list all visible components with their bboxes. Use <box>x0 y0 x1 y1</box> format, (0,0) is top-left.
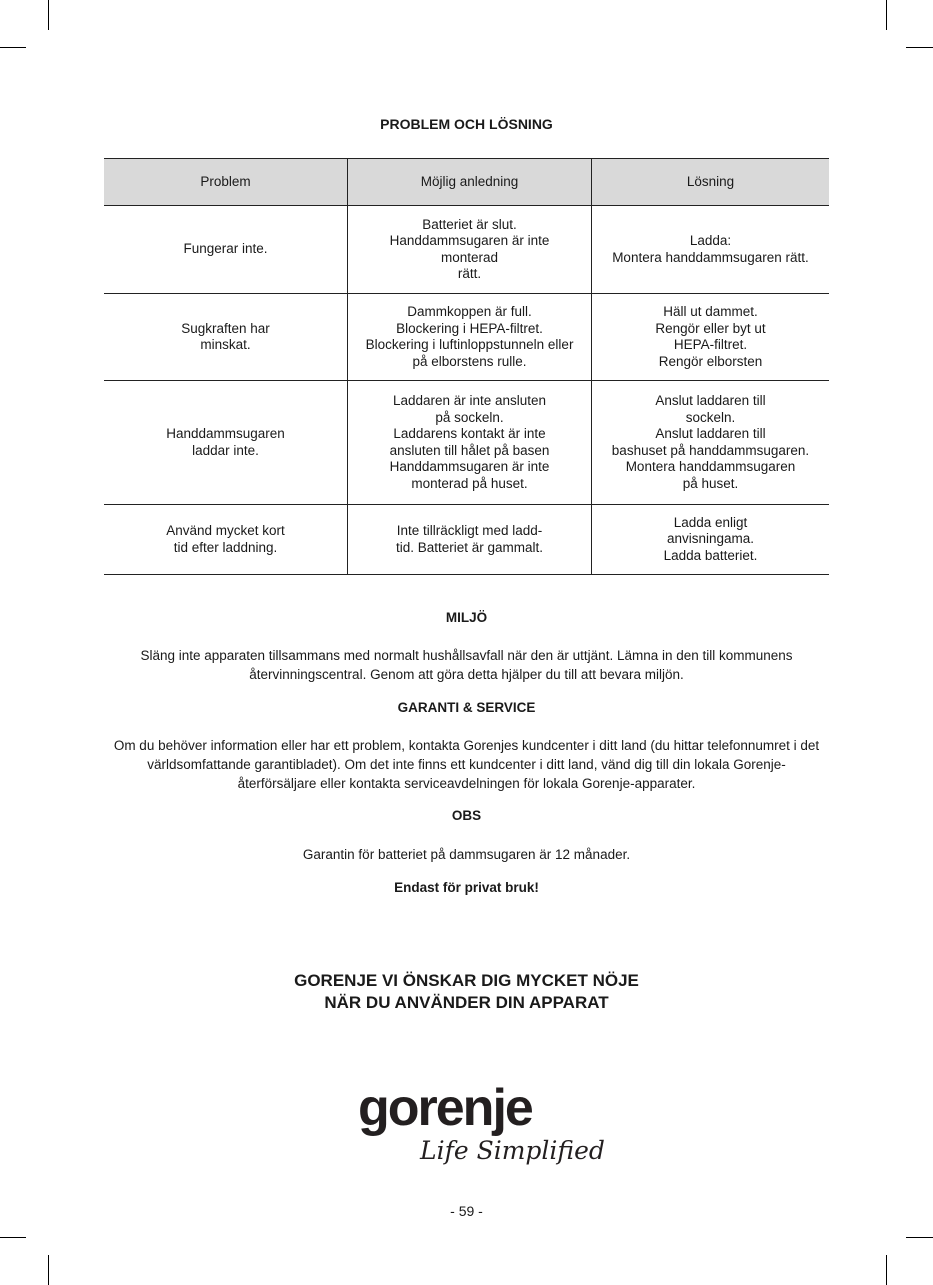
table-row <box>104 381 829 505</box>
solution-cell: Häll ut dammet. Rengör eller byt ut HEPA-filtret. Rengör elborsten <box>592 294 830 381</box>
page-number: - 59 - <box>450 1203 483 1219</box>
page-heading: PROBLEM OCH LÖSNING <box>380 116 553 132</box>
solution-cell: Anslut laddaren till sockeln. Anslut laddaren till bashuset på handdammsugaren. Montera handdammsugaren på huset. <box>592 381 830 505</box>
crop-mark <box>906 1237 933 1238</box>
miljo-text: Släng inte apparaten tillsammans med normalt hushållsavfall när den är uttjänt. Lämna in den till kommunens återvinningscentral. Genom att göra detta hjälper du till att bevara miljön. <box>140 648 793 682</box>
miljo-heading: MILJÖ <box>445 610 488 625</box>
table-header <box>104 159 829 206</box>
cause-cell: Batteriet är slut. Handdammsugaren är inte monterad rätt. <box>348 206 592 294</box>
cause-cell: Inte tillräckligt med ladd- tid. Batteriet är gammalt. <box>348 505 592 575</box>
column-header: Lösning <box>592 159 830 206</box>
closing-line-2: NÄR DU ANVÄNDER DIN APPARAT <box>324 993 609 1012</box>
crop-mark <box>886 1255 887 1285</box>
solution-cell: Ladda: Montera handdammsugaren rätt. <box>592 206 830 294</box>
logo-tagline: Life Simplified <box>420 1136 605 1165</box>
crop-mark <box>906 47 933 48</box>
gorenje-logo: gorenje <box>358 1079 532 1137</box>
crop-mark <box>48 1255 49 1285</box>
crop-mark <box>0 47 26 48</box>
problem-cell: Använd mycket kort tid efter laddning. <box>104 505 348 575</box>
table-row <box>104 505 829 575</box>
garanti-heading: GARANTI & SERVICE <box>397 700 536 715</box>
crop-mark <box>886 0 887 30</box>
problem-cell: Handdammsugaren laddar inte. <box>104 381 348 505</box>
table-row <box>104 206 829 294</box>
crop-mark <box>0 1237 26 1238</box>
column-header: Möjlig anledning <box>348 159 592 206</box>
cause-cell: Dammkoppen är full. Blockering i HEPA-filtret. Blockering i luftinloppstunneln eller på elborstens rulle. <box>348 294 592 381</box>
problem-cell: Sugkraften har minskat. <box>104 294 348 381</box>
closing-line-1: GORENJE VI ÖNSKAR DIG MYCKET NÖJE <box>294 971 639 990</box>
obs-text: Garantin för batteriet på dammsugaren är 12 månader. <box>302 847 631 862</box>
crop-mark <box>48 0 49 30</box>
column-header: Problem <box>104 159 348 206</box>
private-use-note: Endast för privat bruk! <box>394 880 539 895</box>
table-row <box>104 294 829 381</box>
cause-cell: Laddaren är inte ansluten på sockeln. Laddarens kontakt är inte ansluten till hålet på basen Handdammsugaren är inte monterad på huset. <box>348 381 592 505</box>
obs-heading: OBS <box>451 808 482 823</box>
solution-cell: Ladda enligt anvisningama. Ladda batteriet. <box>592 505 830 575</box>
problem-cell: Fungerar inte. <box>104 206 348 294</box>
garanti-text: Om du behöver information eller har ett problem, kontakta Gorenjes kundcenter i ditt land (du hittar telefonnumret i det världsomfattande garantibladet). Om det inte finns ett kundcenter i ditt land, vänd dig till din lokala Gorenje-återförsäljare eller kontakta serviceavdelningen för lokala Gorenje-apparater. <box>113 738 820 791</box>
troubleshooting-table <box>104 158 829 575</box>
